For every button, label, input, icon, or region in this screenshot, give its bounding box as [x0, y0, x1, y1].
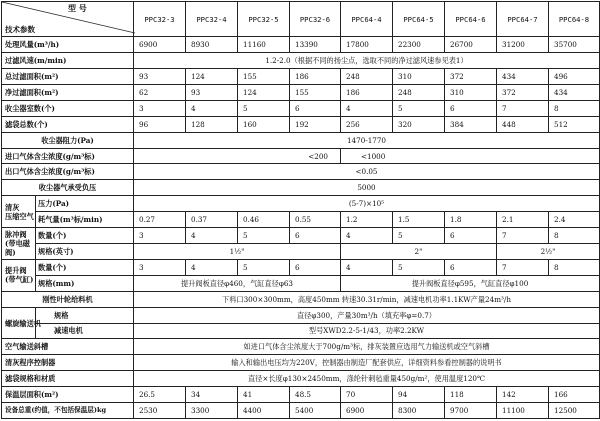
- cell-value: 1.8: [445, 212, 497, 228]
- group-label: 清灰 压缩空气: [2, 196, 36, 228]
- row-bags: [2, 116, 600, 132]
- cell-value: 11100: [497, 403, 549, 419]
- row-label: 规格: [36, 307, 134, 323]
- cell-value: 256: [341, 116, 393, 132]
- row-air-chute: [2, 339, 600, 355]
- cell-value: 5: [393, 228, 445, 244]
- row-lift-spec: [2, 275, 600, 291]
- row-label: 保温层面积(m²): [2, 387, 134, 403]
- row-airflow: [2, 37, 600, 53]
- cell-value: 8: [549, 228, 600, 244]
- cell-value: 5: [393, 259, 445, 275]
- header-model-label: 型 号: [68, 3, 87, 13]
- cell-value: 11160: [238, 37, 290, 53]
- cell-value: 8930: [186, 37, 238, 53]
- row-inlet: [2, 148, 600, 164]
- cell-value: 3300: [186, 403, 238, 419]
- cell-value: 提升阀板直径φ460，气缸直径φ63: [134, 275, 341, 291]
- cell-value: 7: [497, 228, 549, 244]
- row-lift-count: [2, 259, 600, 275]
- cell-value: 5: [238, 100, 290, 116]
- cell-value: 93: [186, 84, 238, 100]
- cell-value: 248: [341, 69, 393, 85]
- cell-value: 41: [238, 387, 290, 403]
- cell-value: 5: [238, 228, 290, 244]
- cell-value: 5400: [290, 403, 341, 419]
- cell-value: 1.2-2.0（根据不同的扬尘点，选取不同的净过滤风速参见表1）: [134, 53, 600, 69]
- cell-value: 4: [186, 228, 238, 244]
- cell-value: 192: [290, 116, 341, 132]
- cell-value: 如进口气体含尘浓度大于700g/m³标，排灰装置应选用气力输送机或空气斜槽: [134, 339, 600, 355]
- row-label: 滤袋规格和材质: [2, 371, 134, 387]
- cell-value: 6: [290, 100, 341, 116]
- cell-value: 输入和输出电压均为220V，控制器由制造厂配套供应，详细资料参看控制器的说明书: [134, 355, 600, 371]
- cell-value: 0.55: [290, 212, 341, 228]
- row-bag-spec: [2, 371, 600, 387]
- model-header: PPC32-6: [290, 2, 341, 37]
- cell-value: 186: [290, 69, 341, 85]
- row-outlet: [2, 164, 600, 180]
- cell-value: 62: [134, 84, 186, 100]
- cell-value: 434: [497, 69, 549, 85]
- cell-value: 96: [134, 116, 186, 132]
- cell-value: 6: [445, 259, 497, 275]
- cell-value: 248: [393, 84, 445, 100]
- header-diagonal-cell: [2, 2, 134, 37]
- cell-value: 下料口300×300mm，高度450mm 转速30.31r/min，减速电机功率1.1KW产量24m³/h: [134, 291, 600, 307]
- cell-value: 372: [497, 84, 549, 100]
- row-filter-speed: [2, 53, 600, 69]
- header-param-label: 技术参数: [5, 25, 35, 35]
- cell-value: 8: [549, 259, 600, 275]
- model-header: PPC64-4: [341, 2, 393, 37]
- row-clean-consumption: [2, 212, 600, 228]
- cell-value: 155: [238, 69, 290, 85]
- row-label: 压力(Pa): [36, 196, 134, 212]
- cell-value: 3: [134, 228, 186, 244]
- model-header: PPC32-5: [238, 2, 290, 37]
- cell-value: 4: [186, 259, 238, 275]
- cell-value: 434: [549, 84, 600, 100]
- row-label: 减速电机: [36, 323, 134, 339]
- row-label: 进口气体含尘浓度(g/m³标): [2, 148, 134, 164]
- cell-value: 7: [497, 100, 549, 116]
- cell-value: 6: [290, 228, 341, 244]
- cell-value: 4: [341, 100, 393, 116]
- cell-value: 5000: [134, 180, 600, 196]
- cell-value: 2530: [134, 403, 186, 419]
- cell-value: 93: [134, 69, 186, 85]
- row-label: 出口气体含尘浓度(g/m³标): [2, 164, 134, 180]
- row-label: 耗气量(m³标/min): [36, 212, 134, 228]
- row-rotary-feeder: [2, 291, 600, 307]
- cell-value: 70: [341, 387, 393, 403]
- cell-value: 1.2: [341, 212, 393, 228]
- spec-table: [1, 1, 600, 419]
- row-label: 数量(个): [36, 259, 134, 275]
- row-resistance: [2, 132, 600, 148]
- cell-value: 448: [497, 116, 549, 132]
- cell-value: 4: [341, 259, 393, 275]
- row-label: 收尘器室数(个): [2, 100, 134, 116]
- model-header: PPC64-5: [393, 2, 445, 37]
- cell-value: 310: [445, 84, 497, 100]
- cell-value: 124: [186, 69, 238, 85]
- row-label: 规格(英寸): [36, 244, 134, 260]
- cell-value: 320: [393, 116, 445, 132]
- cell-value: 13390: [290, 37, 341, 53]
- row-label: 数量(个): [36, 228, 134, 244]
- cell-value: 8300: [393, 403, 445, 419]
- model-header: PPC64-7: [497, 2, 549, 37]
- cell-value: 186: [341, 84, 393, 100]
- cell-value: 0.46: [238, 212, 290, 228]
- cell-value: 0.37: [186, 212, 238, 228]
- row-label: 总过滤面积(m²): [2, 69, 134, 85]
- row-rooms: [2, 100, 600, 116]
- model-header: PPC64-8: [549, 2, 600, 37]
- cell-value: (5-7)×10⁵: [134, 196, 600, 212]
- cell-value: 3: [134, 259, 186, 275]
- cell-value: 155: [290, 84, 341, 100]
- cell-value: 384: [445, 116, 497, 132]
- row-clean-pressure: [2, 196, 600, 212]
- row-controller: [2, 355, 600, 371]
- cell-value: 6: [445, 100, 497, 116]
- group-label: 脉冲阀 (带电磁阀): [2, 228, 36, 260]
- cell-value: 型号XWD2.2-5-1/43，功率2.2KW: [134, 323, 600, 339]
- model-header: PPC64-6: [445, 2, 497, 37]
- cell-value: 2.4: [549, 212, 600, 228]
- cell-value: 48.5: [290, 387, 341, 403]
- row-pulse-size: [2, 244, 600, 260]
- cell-value: 94: [393, 387, 445, 403]
- cell-value: 372: [445, 69, 497, 85]
- model-header: PPC32-3: [134, 2, 186, 37]
- cell-value: 1.5: [393, 212, 445, 228]
- cell-value: 1½": [134, 244, 341, 260]
- cell-value: 1470-1770: [134, 132, 600, 148]
- row-label: 过滤风速(m/min): [2, 53, 134, 69]
- cell-value: 4: [341, 228, 393, 244]
- cell-value: 直径φ300，产量30m³/h（填充率φ=0.7）: [134, 307, 600, 323]
- row-label: 规格(mm): [36, 275, 134, 291]
- cell-value: 4400: [238, 403, 290, 419]
- cell-value: 直径×长度φ130×2450mm，涤纶针刺毡重量450g/m²，使用温度120℃: [134, 371, 600, 387]
- row-screw-motor: [2, 323, 600, 339]
- cell-value: 2½": [497, 244, 600, 260]
- cell-value: 512: [549, 116, 600, 132]
- row-insulation: [2, 387, 600, 403]
- row-label: 处理风量(m³/h): [2, 37, 134, 53]
- cell-value: 31200: [497, 37, 549, 53]
- row-label: 收尘器阻力(Pa): [2, 132, 134, 148]
- cell-value: 6: [445, 228, 497, 244]
- row-total-area: [2, 69, 600, 85]
- cell-value: 124: [238, 84, 290, 100]
- cell-value: 5: [238, 259, 290, 275]
- cell-value: 9700: [445, 403, 497, 419]
- cell-value: 17800: [341, 37, 393, 53]
- cell-value: 3: [134, 100, 186, 116]
- cell-value: 26.5: [134, 387, 186, 403]
- cell-value: 7: [497, 259, 549, 275]
- cell-value: <0.05: [134, 164, 600, 180]
- row-label: 收尘器气承受负压: [2, 180, 134, 196]
- cell-value: <200: [134, 148, 341, 164]
- cell-value: 5: [393, 100, 445, 116]
- cell-value: 26700: [445, 37, 497, 53]
- cell-value: 310: [393, 69, 445, 85]
- cell-value: 35700: [549, 37, 600, 53]
- cell-value: 166: [549, 387, 600, 403]
- row-label: 设备总重(约值，不包括保温层)kg: [2, 403, 134, 419]
- row-pulse-count: [2, 228, 600, 244]
- cell-value: 34: [186, 387, 238, 403]
- row-label: 净过滤面积(m²): [2, 84, 134, 100]
- cell-value: 4: [186, 100, 238, 116]
- model-header: PPC32-4: [186, 2, 238, 37]
- row-screw-spec: [2, 307, 600, 323]
- cell-value: 6900: [341, 403, 393, 419]
- cell-value: 6: [290, 259, 341, 275]
- cell-value: <1000: [341, 148, 600, 164]
- cell-value: 6900: [134, 37, 186, 53]
- row-label: 空气输送斜槽: [2, 339, 134, 355]
- row-negative-pressure: [2, 180, 600, 196]
- cell-value: 提升阀板直径φ595，气缸直径φ100: [341, 275, 600, 291]
- cell-value: 142: [497, 387, 549, 403]
- row-label: 滤袋总数(个): [2, 116, 134, 132]
- cell-value: 128: [186, 116, 238, 132]
- cell-value: 12500: [549, 403, 600, 419]
- cell-value: 160: [238, 116, 290, 132]
- row-label: 刚性叶轮给料机: [2, 291, 134, 307]
- cell-value: 22300: [393, 37, 445, 53]
- group-label: 提升阀 (带气缸): [2, 259, 36, 291]
- cell-value: 496: [549, 69, 600, 85]
- row-weight: [2, 403, 600, 419]
- row-label: 清灰程序控制器: [2, 355, 134, 371]
- cell-value: 2": [341, 244, 497, 260]
- group-label: 螺旋输送机: [2, 307, 36, 339]
- cell-value: 8: [549, 100, 600, 116]
- row-net-area: [2, 84, 600, 100]
- cell-value: 0.27: [134, 212, 186, 228]
- cell-value: 2.1: [497, 212, 549, 228]
- cell-value: 118: [445, 387, 497, 403]
